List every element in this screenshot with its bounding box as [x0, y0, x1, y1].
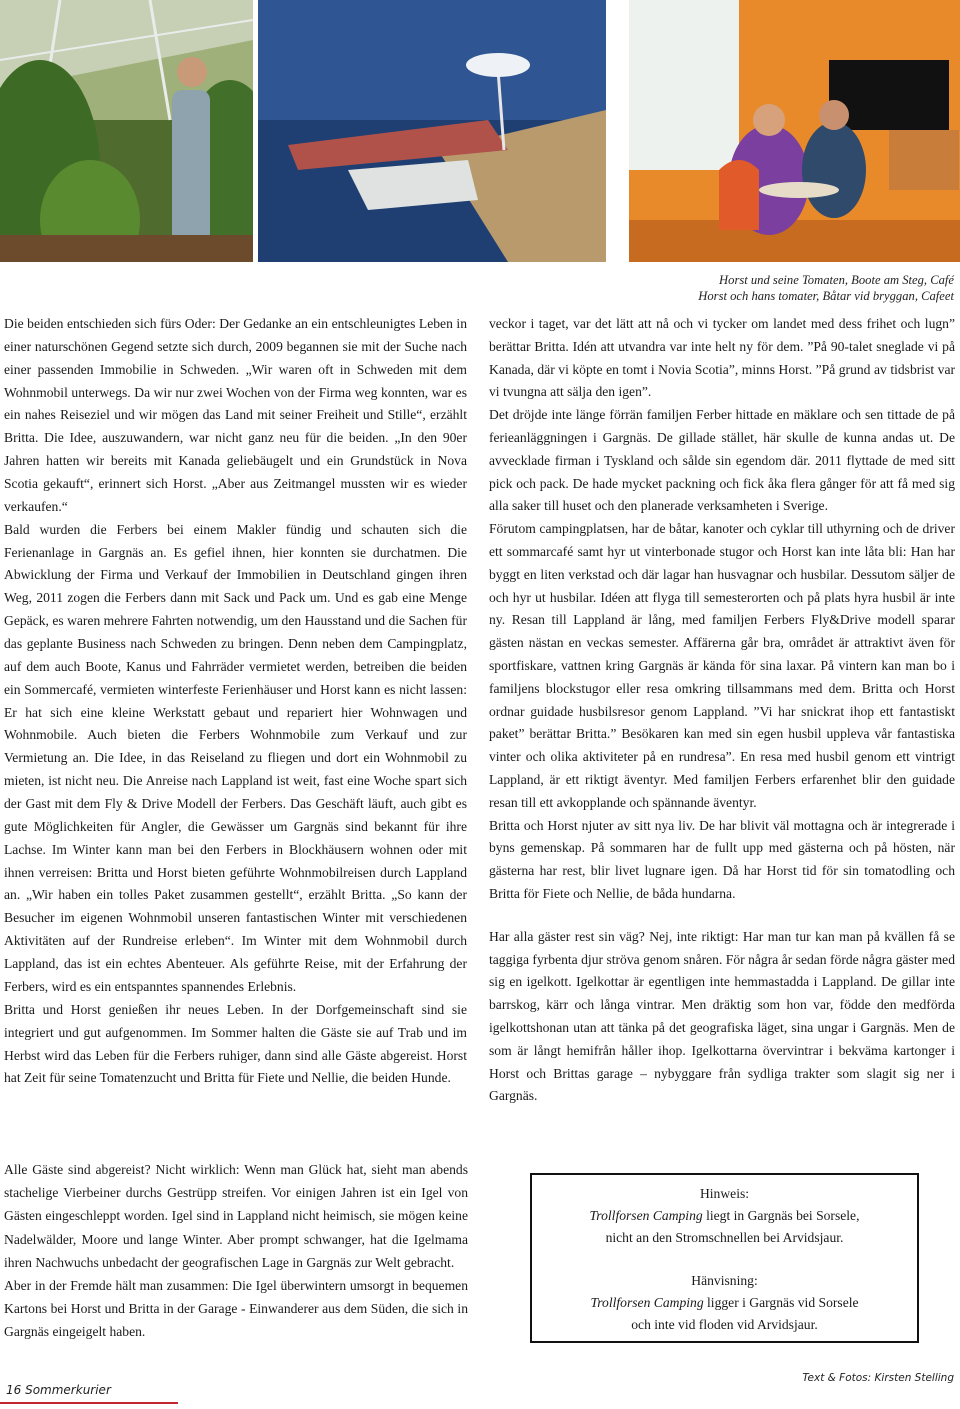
camping-name: Trollforsen Camping: [589, 1208, 703, 1224]
caption-line-sv: Horst och hans tomater, Båtar vid bryggan, Cafeet: [698, 288, 954, 303]
photo-credit: Text & Fotos: Kirsten Stelling: [802, 1372, 954, 1384]
sv-paragraph: Britta och Horst njuter av sitt nya liv. De har blivit väl mottagna och är integrerade i byns gemenskap. På sommaren har de fullt upp med gästerna och på hösten, när gästerna har rest, blir livet lugnare igen. Då har Horst tid för sin tomatodling och Britta för Fiete och Nellie, de båda hundarna.: [489, 817, 955, 901]
camping-name: Trollforsen Camping: [590, 1294, 704, 1310]
de-paragraph: Aber in der Fremde hält man zusammen: Die Igel überwintern umsorgt in bequemen Kartons bei Horst und Britta in der Garage - Einwanderer aus dem Süden, die sich in Gargnäs eingeigelt haben.: [4, 1278, 468, 1340]
sv-paragraph: Har alla gäster rest sin väg? Nej, inte riktigt: Har man tur kan man på kvällen få se taggiga fyrbenta djur ströva genom snåren. För några år sedan förde några gäster med sig en igelkott. Igelkottar är egentligen inte hemmastadda i Lappland. De gillar inte barrskog, kärr och långa vintrar. Men dräktig som hon var, födde den medförda igelkottshonan utan att tänka på det geografiska läget, sina ungar i Gargnäs. Men de som är långt hemifrån håller ihop. Igelkottarna övervintrar i bekväma kartonger i Horst och Brittas garage – nybyggare från sydliga trakter som slagit sig ner i Gargnäs.: [489, 928, 955, 1104]
de-paragraph: Bald wurden die Ferbers bei einem Makler fündig und schauten sich die Ferienanlage in Gargnäs an. Es gefiel ihnen, hier konnten sie durchatmen. Die Abwicklung der Firma und Verkauf der Immobilien in Deutschland gingen ihren Weg, 2011 zogen die Ferbers dann mit Sack und Pack um. Und es gab eine Menge Gepäck, es waren mehrere Fahrten notwendig, um den Hausstand und die Sachen für das geplante Business nach Schweden zu bringen. Denn neben dem Campingplatz, auf dem auch Boote, Kanus und Fahrräder vermietet werden, betreiben die beiden ein Sommercafé, vermieten winterfeste Ferienhäuser und Horst kann es nicht lassen: Er hat sich eine kleine Werkstatt gebaut und repariert hier Wohnwagen und Wohnmobile. Auch bieten die Ferbers Wohnmobile zum Verkauf und zur Vermietung an. Die Idee, in das Reiseland zu fliegen und dort ein Wohnmobil zu mieten, ist nicht neu. Die Anreise nach Lappland ist weit, fast eine Woche spart sich der Gast mit dem Fly & Drive Modell der Ferbers. Das Geschäft läuft, auch gibt es gute Möglichkeiten für Angler, die Gewässer um Gargnäs sind bekannt für ihre Lachse. Im Winter kann man bei den Ferbers in Blockhäusern wohnen oder mit ihnen verreisen: Britta und Horst bieten geführte Wohnmobilreisen durch Lappland an. „Wir haben ein tolles Paket zusammen gestellt“, erzählt Britta. „So kann der Besucher im eigenen Wohnmobil unseren fantastischen Winter mit verschiedenen Aktivitäten auf der Rundreise erleben“. Im Winter mit dem Wohnmobil durch Lappland, das ist ein echtes Abenteuer. Als geführte Reise, mit der Erfahrung der Ferbers, wird es ein entspanntes spannendes Erlebnis.: [4, 521, 467, 994]
cafe-photo: [629, 0, 960, 262]
footer-rule: [0, 1402, 178, 1404]
de-paragraph: Alle Gäste sind abgereist? Nicht wirklich: Wenn man Glück hat, sieht man abends stachelige Vierbeiner durchs Gestrüpp streifen. Vor einigen Jahren ist ein Igel von Gästen eingeschleppt worden. Igel sind in Lappland nicht heimisch, sie mögen keine Nadelwälder, Moore und lange Winter. Aber prompt schwanger, hat die Igelmama ihren Nachwuchs unbedacht der geografischen Lage in Gargnäs zur Welt gebracht.: [4, 1162, 468, 1270]
note-line-sv-2: och inte vid floden vid Arvidsjaur.: [631, 1317, 818, 1333]
swedish-column: [489, 313, 955, 1108]
page-number: 16 Sommerkurier: [6, 1383, 111, 1397]
greenhouse-photo: [0, 0, 253, 262]
de-paragraph: Die beiden entschieden sich fürs Oder: Der Gedanke an ein entschleunigtes Leben in einer naturschönen Gegend setzte sich durch, 2009 begannen sie mit der Suche nach einer passenden Immobilie in Schweden. „Wir waren oft in Schweden mit dem Wohnmobil unterwegs. Da wir nur zwei Wochen von der Firma weg konnten, war es ein nahes Reiseziel und wir mögen das Land mit seiner Freiheit und Stille“, erzählt Britta. Die Idee, auszuwandern, war nicht ganz neu für die beiden. „In den 90er Jahren hatten wir bereits mit Kanada geliebäugelt und ein Grundstück in Nova Scotia gekauft“, erinnert sich Horst. „Aber aus Zeitmangel mussten wir es wieder verkaufen.“: [4, 316, 467, 514]
sv-paragraph: veckor i taget, var det lätt att nå och vi tycker om landet med dess frihet och lugn” berättar Britta. Idén att utvandra var inte helt ny för dem. ”På 90-talet sneglade vi på Kanada, där vi köpte en tomt i Novia Scotia”, minns Horst. ”På grund av tidsbrist var vi tvungna att sälja den igen”.: [489, 316, 955, 400]
german-hedgehog-section: [4, 1158, 468, 1344]
note-heading-de: Hinweis:: [699, 1186, 750, 1201]
de-paragraph: Britta und Horst genießen ihr neues Leben. In der Dorfgemeinschaft sind sie integriert und gut aufgenommen. Im Sommer halten die Gäste sie auf Trab und im Herbst wird das Leben für die Ferbers ruhiger, dann sind alle Gäste abgereist. Horst hat Zeit für seine Tomatenzucht und Britta für Fiete und Nellie, die beiden Hunde.: [4, 1001, 467, 1086]
note-line-de-2: nicht an den Stromschnellen bei Arvidsjaur.: [605, 1230, 844, 1246]
note-line-de-1: Trollforsen Camping liegt in Gargnäs bei Sorsele,: [589, 1208, 860, 1224]
dock-photo: [258, 0, 606, 262]
note-line-sv-1: Trollforsen Camping ligger i Gargnäs vid Sorsele: [590, 1294, 859, 1310]
info-box: [530, 1173, 919, 1343]
german-column: [4, 313, 467, 1090]
photo-caption: [698, 273, 954, 304]
note-heading-sv: Hänvisning:: [691, 1272, 758, 1288]
sv-paragraph: Det dröjde inte länge förrän familjen Ferber hittade en mäklare och sen tittade de på ferieanläggningen i Gargnäs. De gillade stället, här skulle de kunna andas ut. De avvecklade firman i Tyskland och sålde sin egendom där. 2011 flyttade de med sitt pick och pack. De hade mycket packning och fick åka flera gånger för att få med sig alla saker till huset och den planerade verksamheten i Sverige.: [489, 407, 955, 514]
caption-line-de: Horst und seine Tomaten, Boote am Steg, Café: [719, 273, 954, 287]
sv-paragraph: Förutom campingplatsen, har de båtar, kanoter och cyklar till uthyrning och de driver ett sommarcafé samt hyr ut vinterbonade stugor och Horst kan inte låta bli: Han har byggt en liten verkstad och där lagar han husvagnar och husbilar. Dessutom säljer de och hyr ut husbilar. Idéen att flyga till semesterorten och på plats hyra husbil är inte ny. Resan till Lappland är lång, med familjen Ferbers Fly&Drive modell sparar gästen nästan en veckas semester. Affärerna går bra, området är attraktivt även för sportfiskare, vattnen kring Gargnäs är kända för sina laxar. På vintern kan man bo i familjens blockstugor eller resa omkring tillsammans med dem. Britta och Horst ordnar guidade husbilsresor genom Lappland. ”Vi har snickrat ihop ett fantastiskt paket” berättar Britta.” Besökaren kan med sin egen husbil uppleva vår fantastiska vinter och olika aktiviteter på en rundresa”. En resa med husbil genom ett vintrigt Lappland, är ett riktigt äventyr. Med familjen Ferbers erfarenhet blir den guidade resan till ett avkopplande och spännande äventyr.: [489, 521, 955, 810]
